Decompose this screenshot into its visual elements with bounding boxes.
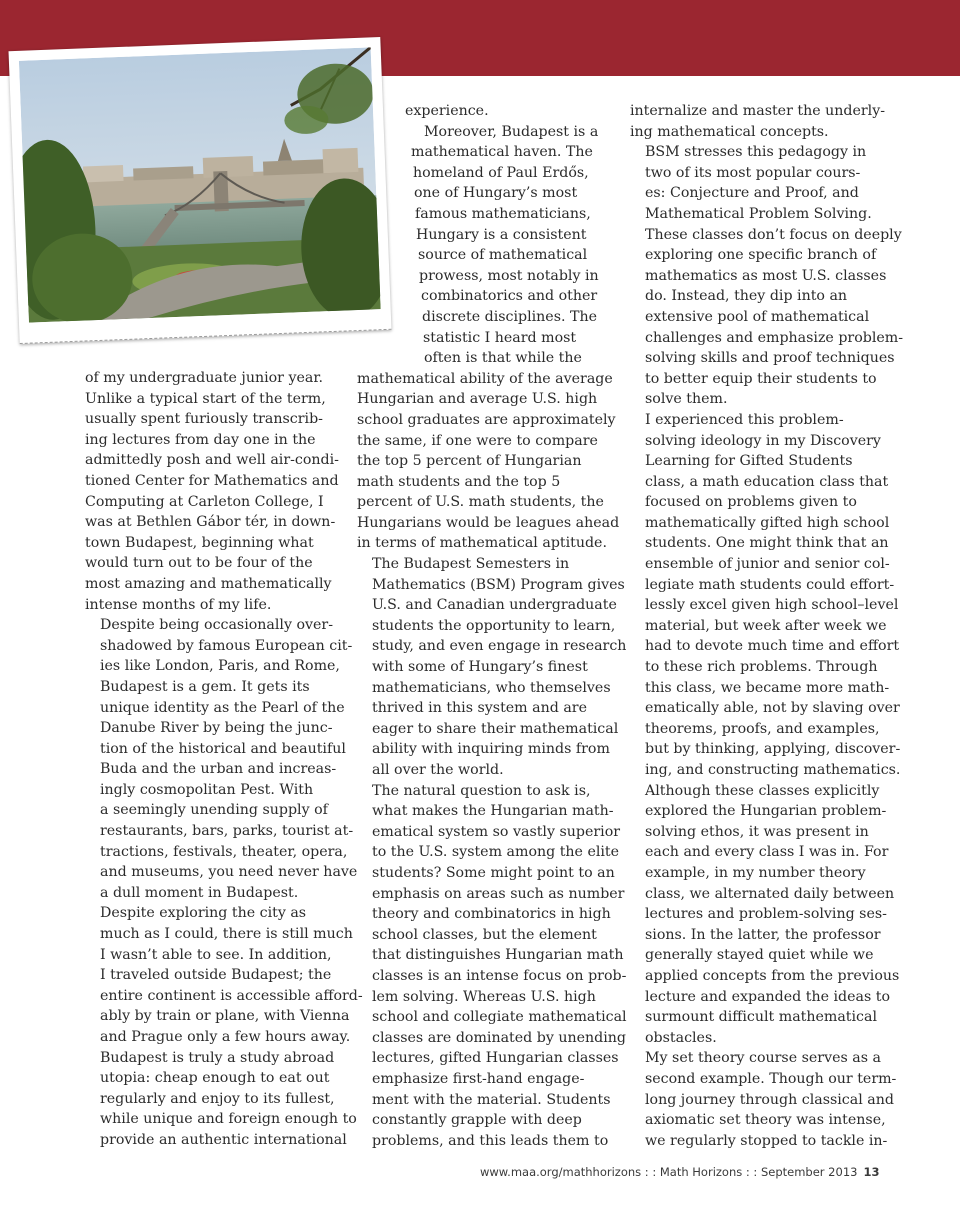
paragraph: I experienced this problem- solving ideology in my Discovery Learning for Gifted Students class, a math education class that focused on problems given to mathematically gifted high school students. One might think that an ensemble of junior and senior col- legiate math students could effort- lessly excel given high school–level material, but week after week we had to devote much time and effort to these rich problems. Through this class, we became more math- ematically able, not by slaving over theorems, proofs, and examples, but by thinking, applying, discover- ing, and constructing mathematics. [645,411,901,778]
paragraph: The Budapest Semesters in Mathematics (BSM) Program gives U.S. and Canadian undergraduate students the opportunity to learn, study, and even engage in research with some of Hungary’s finest mathematicians, who themselves thrived in this system and are eager to share their mathematical ability with inquiring minds from all over the world. [372,556,627,778]
paragraph: Moreover, Budapest is a mathematical haven. The homeland of Paul Erdős, one of Hungary’s most famous mathematicians, Hungary is a consistent source of mathematical prowess, most notably in combinatorics and other discrete disciplines. The statistic I heard most often is that while the mathematical ability of the average Hungarian and average U.S. high school graduates are approximately the same, if one were to compare the top 5 percent of Hungarian math students and the top 5 percent of U.S. math students, the Hungarians would be leagues ahead in terms of mathematical aptitude. [357,123,620,552]
page-number: 13 [863,1165,880,1179]
article-column-3 [630,101,904,1151]
paragraph: My set theory course serves as a second example. Though our term- long journey through classical and axiomatic set theory was intense, we regularly stopped to tackle in- [645,1050,897,1149]
chain-bridge-photo [19,47,381,322]
paragraph: Despite being occasionally over- shadowed by famous European cit- ies like London, Paris, and Rome, Budapest is a gem. It gets its unique identity as the Pearl of the Danube River by being the junc- tion of the historical and beautiful Buda and the urban and increas- ingly cosmopolitan Pest. With a seemingly unending supply of restaurants, bars, parks, tourist at- tractions, festivals, theater, opera, and museums, you need never have a dull moment in Budapest. [100,617,358,901]
paragraph: of my undergraduate junior year. Unlike a typical start of the term, usually spent furiously transcrib- ing lectures from day one in the admittedly posh and well air-condi- tioned Center for Mathematics and Computing at Carleton College, I was at Bethlen Gábor tér, in down- town Budapest, beginning what would turn out to be four of the most amazing and mathematically intense months of my life. [85,370,339,613]
paragraph: Although these classes explicitly explored the Hungarian problem- solving ethos, it was present in each and every class I was in. For example, in my number theory class, we alternated daily between lectures and problem-solving ses- sions. In the latter, the professor generally stayed quiet while we applied concepts from the previous lecture and expanded the ideas to surmount difficult mathematical obstacles. [645,782,900,1046]
paragraph: Despite exploring the city as much as I could, there is still much I wasn’t able to see. In addition, I traveled outside Budapest; the entire continent is accessible afford- ably by train or plane, with Vienna and Prague only a few hours away. Budapest is truly a study abroad utopia: cheap enough to eat out regularly and enjoy to its fullest, while unique and foreign enough to provide an authentic international [100,905,363,1148]
paragraph: experience. [405,103,489,119]
paragraph: The natural question to ask is, what makes the Hungarian math- ematical system so vastly superior to the U.S. system among the elite students? Some might point to an emphasis on areas such as number theory and combinatorics in high school classes, but the element that distinguishes Hungarian math classes is an intense focus on prob- lem solving. Whereas U.S. high school and collegiate mathematical classes are dominated by unending lectures, gifted Hungarian classes emphasize first-hand engage- ment with the material. Students constantly grapple with deep problems, and this leads them to [372,782,627,1149]
paragraph: internalize and master the underly- ing mathematical concepts. [630,103,886,140]
article-column-1 [85,368,363,1151]
page-footer [480,1165,879,1179]
paragraph: BSM stresses this pedagogy in two of its most popular cours- es: Conjecture and Proof, and Mathematical Problem Solving. These classes don’t focus on deeply exploring one specific branch of mathematics as most U.S. classes do. Instead, they dip into an extensive pool of mathematical challenges and emphasize problem- solving skills and proof techniques to better equip their students to solve them. [645,144,904,408]
budapest-photo [9,37,392,344]
footer-text: www.maa.org/mathhorizons : : Math Horizons : : September 2013 [480,1165,858,1179]
article-column-2 [357,101,627,1151]
